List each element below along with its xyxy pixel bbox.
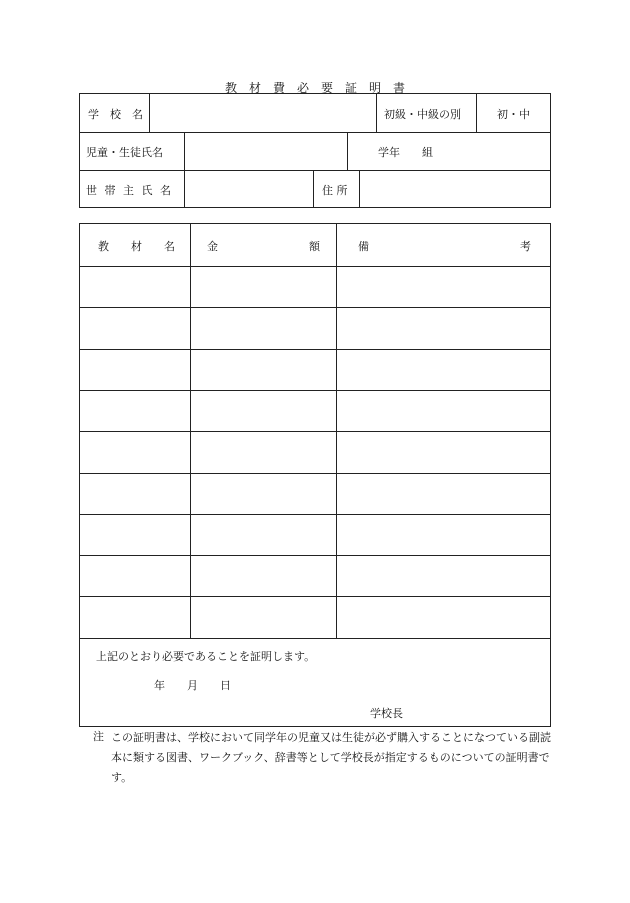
amount-cell[interactable] xyxy=(191,474,336,514)
remarks-cell[interactable] xyxy=(337,556,550,596)
note-text xyxy=(93,728,553,788)
document-title: 教 材 費 必 要 証 明 書 xyxy=(224,81,405,95)
material-cell[interactable] xyxy=(81,597,190,637)
materials-table xyxy=(79,223,551,727)
remarks-cell[interactable] xyxy=(337,597,550,637)
household-head-field[interactable] xyxy=(185,171,312,207)
amount-cell[interactable] xyxy=(191,556,336,596)
material-cell[interactable] xyxy=(81,308,190,348)
header-material: 教 材 名 xyxy=(98,240,175,253)
remarks-cell[interactable] xyxy=(337,391,550,431)
school-name-field[interactable] xyxy=(150,95,375,131)
header-amount-2: 額 xyxy=(309,240,320,253)
note-body: この証明書は、学校において同学年の児童又は生徒が必ず購入することになつている副読本に類する図書、ワークブック、辞書等として学校長が指定するものについての証明書です。 xyxy=(111,731,551,784)
material-cell[interactable] xyxy=(81,515,190,555)
table-row xyxy=(80,267,550,307)
material-cell[interactable] xyxy=(81,391,190,431)
remarks-cell[interactable] xyxy=(337,432,550,472)
remarks-cell[interactable] xyxy=(337,350,550,390)
amount-cell[interactable] xyxy=(191,350,336,390)
class-label: 学年 組 xyxy=(378,146,433,159)
remarks-cell[interactable] xyxy=(337,474,550,514)
table-row xyxy=(80,474,550,514)
address-field[interactable] xyxy=(360,171,548,207)
info-section xyxy=(79,93,551,208)
amount-cell[interactable] xyxy=(191,515,336,555)
table-row xyxy=(80,308,550,348)
note-mark: 注 xyxy=(93,730,104,743)
remarks-cell[interactable] xyxy=(337,515,550,555)
amount-cell[interactable] xyxy=(191,597,336,637)
household-head-label: 世 帯 主 氏 名 xyxy=(86,184,173,197)
header-amount-1: 金 xyxy=(207,240,218,253)
certify-statement: 上記のとおり必要であることを証明します。 xyxy=(96,650,316,663)
principal-label: 学校長 xyxy=(370,707,403,720)
grade-type-value[interactable]: 初・中 xyxy=(497,108,530,121)
table-row-divider xyxy=(80,638,550,639)
table-row xyxy=(80,391,550,431)
amount-cell[interactable] xyxy=(191,391,336,431)
material-cell[interactable] xyxy=(81,432,190,472)
grade-type-label: 初級・中級の別 xyxy=(384,108,461,121)
table-row xyxy=(80,597,550,637)
table-row xyxy=(80,350,550,390)
amount-cell[interactable] xyxy=(191,432,336,472)
table-row xyxy=(80,515,550,555)
amount-cell[interactable] xyxy=(191,267,336,307)
amount-cell[interactable] xyxy=(191,308,336,348)
student-name-field[interactable] xyxy=(185,133,346,169)
school-name-label: 学 校 名 xyxy=(88,108,143,121)
student-name-label: 児童・生徒氏名 xyxy=(86,146,163,159)
header-remarks-2: 考 xyxy=(520,240,531,253)
table-row xyxy=(80,556,550,596)
material-cell[interactable] xyxy=(81,474,190,514)
material-cell[interactable] xyxy=(81,556,190,596)
address-label: 住 所 xyxy=(322,184,348,197)
remarks-cell[interactable] xyxy=(337,267,550,307)
certify-date: 年 月 日 xyxy=(154,679,231,692)
remarks-cell[interactable] xyxy=(337,308,550,348)
material-cell[interactable] xyxy=(81,350,190,390)
header-remarks-1: 備 xyxy=(358,240,369,253)
table-row xyxy=(80,432,550,472)
material-cell[interactable] xyxy=(81,267,190,307)
